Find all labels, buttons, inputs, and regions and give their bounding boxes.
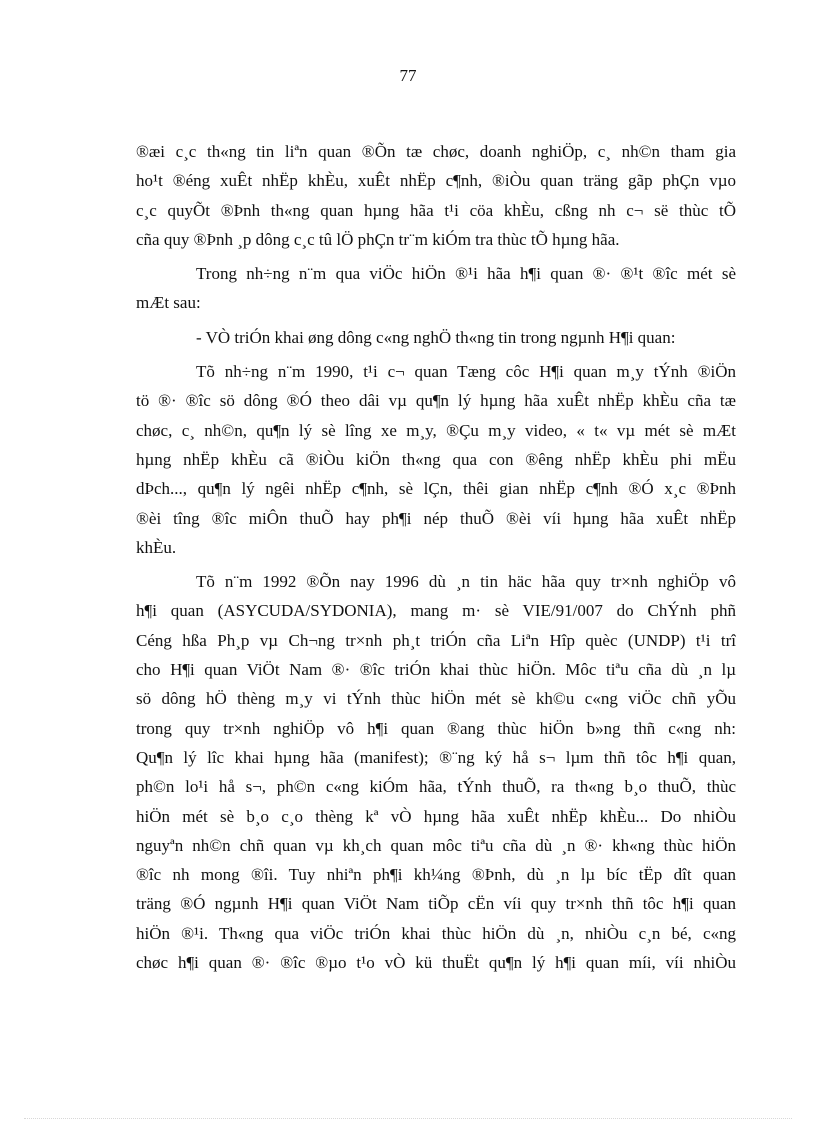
text-line: träng ®Ó ngµnh H¶i quan ViÖt Nam tiÕp cËn víi quy tr×nh thñ tôc h¶i quan <box>136 894 736 914</box>
text-line: dÞch..., qu¶n lý ngêi nhËp c¶nh, sè lÇn, thêi gian nhËp c¶nh ®Ó x¸c ®Þnh <box>136 479 736 499</box>
text-line: h¶i quan (ASYCUDA/SYDONIA), mang m· sè VIE/91/007 do ChÝnh phñ <box>136 601 736 621</box>
text-line: nguyªn nh©n chñ quan vµ kh¸ch quan môc tiªu cña dù ¸n ®· kh«ng thùc hiÖn <box>136 835 736 855</box>
text-line: ®îc nh mong ®îi. Tuy nhiªn ph¶i kh¼ng ®Þnh, dù ¸n lµ bíc tËp dît quan <box>136 865 736 885</box>
text-line: hiÖn ®¹i. Th«ng qua viÖc triÓn khai thùc hiÖn dù ¸n, nhiÒu c¸n bé, c«ng <box>136 923 736 943</box>
paragraph-1 <box>136 137 736 254</box>
page-bottom-divider <box>24 1118 792 1119</box>
paragraph-2 <box>136 259 736 318</box>
text-line: trong quy tr×nh nghiÖp vô h¶i quan ®ang thùc hiÖn b»ng thñ c«ng nh: <box>136 718 736 738</box>
text-line: - VÒ triÓn khai øng dông c«ng nghÖ th«ng tin trong ngµnh H¶i quan: <box>196 327 676 347</box>
text-line: c¸c quyÕt ®Þnh th«ng quan hµng hãa t¹i cöa khÈu, cßng nh c¬ së thùc tÕ <box>136 200 736 220</box>
text-line: tö ®· ®îc sö dông ®Ó theo dâi vµ qu¶n lý hµng hãa xuÊt nhËp khÈu cña tæ <box>136 391 736 411</box>
text-line: ®èi tîng ®îc miÔn thuÕ hay ph¶i nép thuÕ ®èi víi hµng hãa xuÊt nhËp <box>136 508 736 528</box>
text-line: ph©n lo¹i hå s¬, ph©n c«ng kiÓm hãa, tÝnh thuÕ, ra th«ng b¸o thuÕ, thùc <box>136 777 736 797</box>
text-line: ho¹t ®éng xuÊt nhËp khÈu, xuÊt nhËp c¶nh, ®iÒu quan träng gãp phÇn vµo <box>136 171 736 191</box>
text-line: Céng hßa Ph¸p vµ Ch¬ng tr×nh ph¸t triÓn cña Liªn Hîp quèc (UNDP) t¹i trî <box>136 630 736 650</box>
text-line: mÆt sau: <box>136 293 201 313</box>
text-line: Qu¶n lý lîc khai hµng hãa (manifest); ®¨ng ký hå s¬ lµm thñ tôc h¶i quan, <box>136 747 736 767</box>
text-line: khÈu. <box>136 537 177 557</box>
paragraph-5 <box>136 567 736 977</box>
text-line: cho H¶i quan ViÖt Nam ®· ®îc triÓn khai thùc hiÖn. Môc tiªu cña dù ¸n lµ <box>136 660 736 680</box>
text-line: Tõ nh÷ng n¨m 1990, t¹i c¬ quan Tæng côc H¶i quan m¸y tÝnh ®iÖn <box>196 362 736 382</box>
body-text <box>136 137 736 977</box>
text-line: hiÖn mét sè b¸o c¸o thèng kª vÒ hµng hãa xuÊt nhËp khÈu... Do nhiÒu <box>136 806 736 826</box>
paragraph-4 <box>136 357 736 562</box>
text-line: Tõ n¨m 1992 ®Õn nay 1996 dù ¸n tin häc hãa quy tr×nh nghiÖp vô <box>196 572 736 592</box>
text-line: sö dông hÖ thèng m¸y vi tÝnh thùc hiÖn mét sè kh©u c«ng viÖc chñ yÕu <box>136 689 736 709</box>
text-line: Trong nh÷ng n¨m qua viÖc hiÖn ®¹i hãa h¶i quan ®· ®¹t ®îc mét sè <box>196 264 736 284</box>
paragraph-3 <box>136 323 736 352</box>
page-number: 77 <box>399 66 417 85</box>
text-line: ®æi c¸c th«ng tin liªn quan ®Õn tæ chøc, doanh nghiÖp, c¸ nh©n tham gia <box>136 142 736 161</box>
text-line: chøc, c¸ nh©n, qu¶n lý sè lîng xe m¸y, ®Çu m¸y video, « t« vµ mét sè mÆt <box>136 420 736 440</box>
text-line: cña quy ®Þnh ¸p dông c¸c tû lÖ phÇn tr¨m kiÓm tra thùc tÕ hµng hãa. <box>136 229 620 249</box>
text-line: hµng nhËp khÈu cã ®iÒu kiÖn th«ng qua con ®êng nhËp khÈu phi mËu <box>136 449 736 469</box>
text-line: chøc h¶i quan ®· ®îc ®µo t¹o vÒ kü thuËt qu¶n lý h¶i quan míi, víi nhiÒu <box>136 953 736 973</box>
